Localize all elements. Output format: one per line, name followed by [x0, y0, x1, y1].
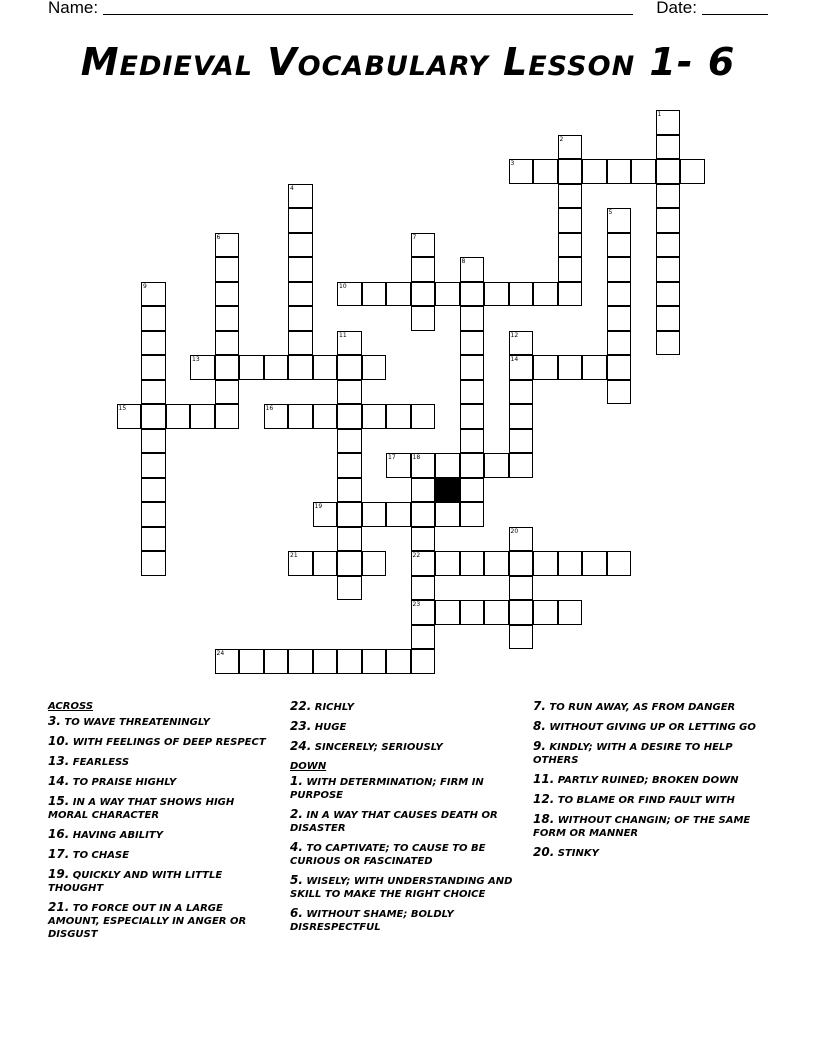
grid-cell[interactable]	[656, 257, 681, 282]
grid-cell[interactable]	[215, 331, 240, 356]
cell-number: 5	[608, 209, 613, 216]
grid-cell[interactable]	[411, 282, 436, 307]
clue-down-1: 1. WITH DETERMINATION; FIRM IN PURPOSE	[290, 774, 484, 801]
cell-number: 13	[192, 356, 200, 363]
grid-cell[interactable]	[411, 502, 436, 527]
grid-cell[interactable]	[313, 404, 338, 429]
grid-cell[interactable]	[215, 649, 240, 674]
grid-cell[interactable]	[141, 355, 166, 380]
clue-down-8: 8. WITHOUT GIVING UP OR LETTING GO	[533, 719, 756, 733]
grid-cell[interactable]	[141, 551, 166, 576]
grid-cell[interactable]	[141, 282, 166, 307]
grid-cell[interactable]	[288, 257, 313, 282]
grid-cell[interactable]	[215, 257, 240, 282]
grid-cell[interactable]	[313, 502, 338, 527]
grid-cell[interactable]	[141, 331, 166, 356]
grid-cell[interactable]	[337, 478, 362, 503]
grid-cell[interactable]	[460, 257, 485, 282]
grid-cell[interactable]	[582, 551, 607, 576]
grid-cell[interactable]	[337, 429, 362, 454]
clue-across-16: 16. HAVING ABILITY	[48, 827, 163, 841]
grid-cell[interactable]	[509, 453, 534, 478]
grid-cell[interactable]	[386, 282, 411, 307]
grid-cell[interactable]	[141, 453, 166, 478]
grid-cell[interactable]	[288, 649, 313, 674]
grid-cell[interactable]	[166, 404, 191, 429]
grid-cell[interactable]	[435, 502, 460, 527]
grid-cell[interactable]	[288, 233, 313, 258]
cell-number: 4	[290, 184, 294, 192]
grid-cell[interactable]	[656, 159, 681, 184]
grid-cell[interactable]	[558, 257, 583, 282]
grid-cell[interactable]	[509, 380, 534, 405]
grid-cell[interactable]	[411, 551, 436, 576]
name-label: Name:	[48, 0, 99, 17]
grid-cell[interactable]	[435, 600, 460, 625]
clue-across-23: 23. HUGE	[290, 719, 347, 733]
grid-cell[interactable]	[264, 404, 289, 429]
grid-cell[interactable]	[288, 208, 313, 233]
grid-cell[interactable]	[460, 380, 485, 405]
cell-number: 11	[339, 331, 347, 339]
grid-cell[interactable]	[680, 159, 705, 184]
clue-across-17: 17. TO CHASE	[48, 847, 130, 861]
clues-column-2	[290, 700, 515, 940]
grid-cell[interactable]	[190, 355, 215, 380]
grid-cell[interactable]	[337, 576, 362, 601]
grid-cell[interactable]	[484, 282, 509, 307]
cell-number: 19	[314, 503, 323, 510]
grid-cell[interactable]	[117, 404, 142, 429]
grid-cell[interactable]	[264, 649, 289, 674]
clues-column-1	[48, 700, 273, 947]
grid-cell[interactable]	[190, 404, 215, 429]
grid-cell[interactable]	[607, 380, 632, 405]
clue-down-6: 6. WITHOUT SHAME; BOLDLY DISRESPECTFUL	[290, 906, 454, 933]
black-cell	[435, 478, 460, 503]
grid-cell[interactable]	[411, 404, 436, 429]
clue-down-11: 11. PARTLY RUINED; BROKEN DOWN	[533, 772, 739, 786]
grid-cell[interactable]	[141, 429, 166, 454]
clue-across-24: 24. SINCERELY; SERIOUSLY	[290, 739, 443, 753]
grid-cell[interactable]	[215, 404, 240, 429]
grid-cell[interactable]	[239, 355, 264, 380]
grid-cell[interactable]	[607, 331, 632, 356]
grid-cell[interactable]	[313, 649, 338, 674]
clue-across-21: 21. TO FORCE OUT IN A LARGE AMOUNT, ESPECIALLY IN ANGER OR DISGUST	[48, 900, 247, 940]
grid-cell[interactable]	[533, 282, 558, 307]
grid-cell[interactable]	[337, 380, 362, 405]
grid-cell[interactable]	[509, 551, 534, 576]
down-heading: DOWN	[290, 761, 327, 772]
clue-across-22: 22. RICHLY	[290, 699, 354, 713]
grid-cell[interactable]	[386, 649, 411, 674]
grid-cell[interactable]	[558, 282, 583, 307]
cell-number: 2	[559, 135, 564, 143]
grid-cell[interactable]	[558, 600, 583, 625]
cell-number: 17	[388, 454, 396, 461]
grid-cell[interactable]	[288, 551, 313, 576]
clue-across-15: 15. IN A WAY THAT SHOWS HIGH MORAL CHARACTER	[48, 794, 235, 821]
grid-cell[interactable]	[460, 282, 485, 307]
grid-cell[interactable]	[411, 257, 436, 282]
grid-cell[interactable]	[607, 355, 632, 380]
grid-cell[interactable]	[558, 551, 583, 576]
cell-number: 7	[412, 233, 417, 241]
grid-cell[interactable]	[362, 649, 387, 674]
page-title: Medieval Vocabulary Lesson 1- 6	[80, 40, 736, 84]
grid-cell[interactable]	[215, 380, 240, 405]
grid-cell[interactable]	[215, 282, 240, 307]
grid-cell[interactable]	[313, 551, 338, 576]
grid-cell[interactable]	[484, 600, 509, 625]
grid-cell[interactable]	[337, 331, 362, 356]
grid-cell[interactable]	[435, 282, 460, 307]
grid-cell[interactable]	[411, 233, 436, 258]
grid-cell[interactable]	[460, 478, 485, 503]
grid-cell[interactable]	[411, 600, 436, 625]
grid-cell[interactable]	[337, 355, 362, 380]
grid-cell[interactable]	[558, 208, 583, 233]
grid-cell[interactable]	[337, 453, 362, 478]
grid-cell[interactable]	[558, 159, 583, 184]
grid-cell[interactable]	[411, 453, 436, 478]
grid-cell[interactable]	[656, 233, 681, 258]
grid-cell[interactable]	[656, 184, 681, 209]
cell-number: 12	[510, 331, 519, 339]
grid-cell[interactable]	[460, 502, 485, 527]
clue-across-19: 19. QUICKLY AND WITH LITTLE THOUGHT	[48, 867, 223, 894]
grid-cell[interactable]	[288, 404, 313, 429]
grid-cell[interactable]	[313, 355, 338, 380]
across-heading: ACROSS	[48, 701, 94, 712]
grid-cell[interactable]	[484, 453, 509, 478]
grid-cell[interactable]	[656, 282, 681, 307]
grid-cell[interactable]	[141, 306, 166, 331]
cell-number: 9	[143, 282, 147, 290]
grid-cell[interactable]	[533, 355, 558, 380]
grid-cell[interactable]	[337, 404, 362, 429]
clue-down-4: 4. TO CAPTIVATE; TO CAUSE TO BE CURIOUS OR FASCINATED	[290, 840, 486, 867]
grid-cell[interactable]	[607, 233, 632, 258]
grid-cell[interactable]	[460, 306, 485, 331]
cell-number: 15	[118, 405, 127, 412]
grid-cell[interactable]	[288, 355, 313, 380]
name-date-line	[48, 0, 748, 18]
grid-cell[interactable]	[411, 649, 436, 674]
grid-cell[interactable]	[141, 502, 166, 527]
grid-cell[interactable]	[386, 404, 411, 429]
grid-cell[interactable]	[362, 502, 387, 527]
grid-cell[interactable]	[460, 551, 485, 576]
grid-cell[interactable]	[558, 233, 583, 258]
grid-cell[interactable]	[215, 306, 240, 331]
grid-cell[interactable]	[509, 576, 534, 601]
grid-cell[interactable]	[141, 527, 166, 552]
grid-cell[interactable]	[509, 429, 534, 454]
clue-across-13: 13. FEARLESS	[48, 754, 130, 768]
grid-cell[interactable]	[460, 600, 485, 625]
grid-cell[interactable]	[264, 355, 289, 380]
grid-cell[interactable]	[362, 355, 387, 380]
grid-cell[interactable]	[362, 551, 387, 576]
grid-cell[interactable]	[411, 306, 436, 331]
grid-cell[interactable]	[607, 208, 632, 233]
grid-cell[interactable]	[239, 649, 264, 674]
date-field[interactable]	[702, 0, 768, 15]
grid-cell[interactable]	[582, 355, 607, 380]
grid-cell[interactable]	[509, 331, 534, 356]
grid-cell[interactable]	[435, 551, 460, 576]
grid-cell[interactable]	[288, 306, 313, 331]
grid-cell[interactable]	[288, 184, 313, 209]
grid-cell[interactable]	[656, 208, 681, 233]
clue-down-2: 2. IN A WAY THAT CAUSES DEATH OR DISASTER	[290, 807, 498, 834]
grid-cell[interactable]	[141, 404, 166, 429]
cell-number: 14	[510, 356, 519, 363]
grid-cell[interactable]	[558, 184, 583, 209]
grid-cell[interactable]	[411, 527, 436, 552]
grid-cell[interactable]	[509, 600, 534, 625]
grid-cell[interactable]	[533, 600, 558, 625]
grid-cell[interactable]	[509, 355, 534, 380]
grid-cell[interactable]	[509, 527, 534, 552]
grid-cell[interactable]	[607, 551, 632, 576]
grid-cell[interactable]	[288, 331, 313, 356]
clues-column-3	[533, 700, 758, 866]
grid-cell[interactable]	[558, 135, 583, 160]
grid-cell[interactable]	[215, 233, 240, 258]
grid-cell[interactable]	[435, 453, 460, 478]
date-label: Date:	[656, 0, 697, 17]
cell-number: 20	[510, 527, 519, 535]
grid-cell[interactable]	[607, 306, 632, 331]
cell-number: 21	[290, 552, 298, 559]
grid-cell[interactable]	[362, 282, 387, 307]
grid-cell[interactable]	[337, 551, 362, 576]
grid-cell[interactable]	[509, 404, 534, 429]
grid-cell[interactable]	[337, 527, 362, 552]
grid-cell[interactable]	[215, 355, 240, 380]
grid-cell[interactable]	[460, 404, 485, 429]
grid-cell[interactable]	[656, 331, 681, 356]
grid-cell[interactable]	[509, 282, 534, 307]
grid-cell[interactable]	[141, 478, 166, 503]
grid-cell[interactable]	[337, 502, 362, 527]
clue-down-7: 7. TO RUN AWAY, AS FROM DANGER	[533, 699, 736, 713]
cell-number: 18	[412, 454, 421, 461]
grid-cell[interactable]	[460, 429, 485, 454]
grid-cell[interactable]	[484, 551, 509, 576]
grid-cell[interactable]	[411, 576, 436, 601]
cell-number: 24	[216, 650, 225, 657]
cell-number: 8	[461, 258, 466, 265]
cell-number: 22	[412, 552, 421, 559]
clue-across-10: 10. WITH FEELINGS OF DEEP RESPECT	[48, 734, 266, 748]
grid-cell[interactable]	[558, 355, 583, 380]
grid-cell[interactable]	[607, 257, 632, 282]
clue-down-12: 12. TO BLAME OR FIND FAULT WITH	[533, 792, 735, 806]
cell-number: 10	[339, 282, 347, 290]
grid-cell[interactable]	[533, 551, 558, 576]
grid-cell[interactable]	[460, 453, 485, 478]
grid-cell[interactable]	[631, 159, 656, 184]
grid-cell[interactable]	[337, 282, 362, 307]
name-field[interactable]	[103, 0, 633, 15]
grid-cell[interactable]	[460, 355, 485, 380]
cell-number: 23	[412, 601, 421, 608]
grid-cell[interactable]	[141, 380, 166, 405]
cell-number: 1	[657, 111, 662, 118]
grid-cell[interactable]	[656, 110, 681, 135]
grid-cell[interactable]	[582, 159, 607, 184]
grid-cell[interactable]	[362, 404, 387, 429]
grid-cell[interactable]	[460, 331, 485, 356]
grid-cell[interactable]	[656, 135, 681, 160]
cell-number: 16	[265, 405, 274, 412]
clue-down-18: 18. WITHOUT CHANGIN; OF THE SAME FORM OR MANNER	[533, 812, 751, 839]
grid-cell[interactable]	[386, 453, 411, 478]
clue-across-3: 3. TO WAVE THREATENINGLY	[48, 714, 210, 728]
grid-cell[interactable]	[337, 649, 362, 674]
grid-cell[interactable]	[509, 159, 534, 184]
grid-cell[interactable]	[533, 159, 558, 184]
cell-number: 6	[216, 233, 221, 241]
clue-down-9: 9. KINDLY; WITH A DESIRE TO HELP OTHERS	[533, 739, 733, 766]
grid-cell[interactable]	[386, 502, 411, 527]
clue-down-5: 5. WISELY; WITH UNDERSTANDING AND SKILL TO MAKE THE RIGHT CHOICE	[290, 873, 513, 900]
grid-cell[interactable]	[656, 306, 681, 331]
grid-cell[interactable]	[411, 625, 436, 650]
clue-down-20: 20. STINKY	[533, 845, 599, 859]
grid-cell[interactable]	[288, 282, 313, 307]
grid-cell[interactable]	[509, 625, 534, 650]
grid-cell[interactable]	[607, 159, 632, 184]
grid-cell[interactable]	[411, 478, 436, 503]
clue-across-14: 14. TO PRAISE HIGHLY	[48, 774, 177, 788]
cell-number: 3	[510, 160, 515, 167]
grid-cell[interactable]	[607, 282, 632, 307]
